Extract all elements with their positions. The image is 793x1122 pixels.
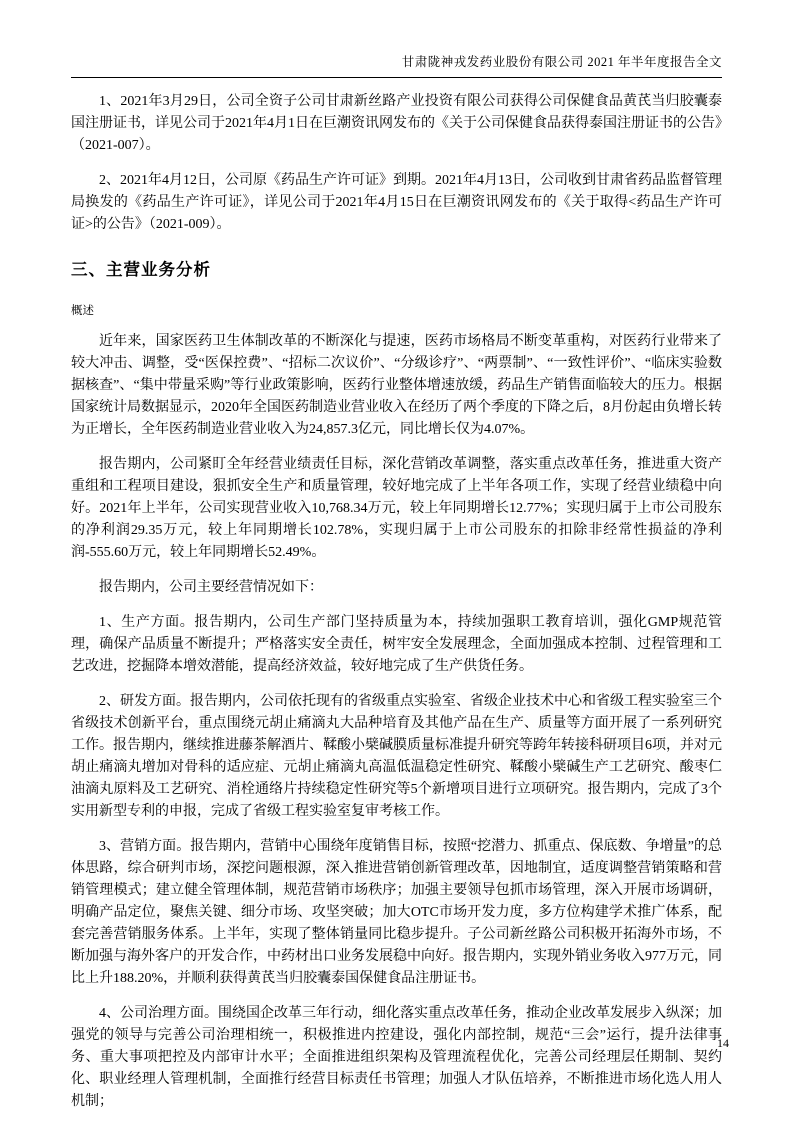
section-heading-main-business-analysis: 三、主营业务分析: [71, 261, 211, 279]
paragraph-production: 1、生产方面。报告期内，公司生产部门坚持质量为本，持续加强职工教育培训，强化GMP规范管理，确保产品质量不断提升；严格落实安全责任，树牢安全发展理念，全面加强成本控制、过程管理和工艺改进，挖掘降本增效潜能，提高经济效益，较好地完成了生产供货任务。: [71, 615, 722, 674]
overview-label: 概述: [71, 305, 94, 317]
paragraph-research: 2、研发方面。报告期内，公司依托现有的省级重点实验室、省级企业技术中心和省级工程实验室三个省级技术创新平台，重点围绕元胡止痛滴丸大品种培育及其他产品在生产、质量等方面开展了一系列研究工作。报告期内，继续推进藤茶解酒片、鞣酸小檗碱膜质量标准提升研究等跨年转接科研项目6项，并对元胡止痛滴丸增加对骨科的适应症、元胡止痛滴丸高温低温稳定性研究、鞣酸小檗碱生产工艺研究、酸枣仁油滴丸原料及工艺研究、消栓通络片持续稳定性研究等5个新增项目进行立项研究。报告期内，完成了3个实用新型专利的申报，完成了省级工程实验室复审考核工作。: [71, 694, 722, 819]
overview-paragraph-results: 报告期内，公司紧盯全年经营业绩责任目标，深化营销改革调整，落实重点改革任务，推进重大资产重组和工程项目建设，狠抓安全生产和质量管理，较好地完成了上半年各项工作，实现了经营业绩稳中向好。2021年上半年，公司实现营业收入10,768.34万元，较上年同期增长12.77%；实现归属于上市公司股东的净利润29.35万元，较上年同期增长102.78%，实现归属于上市公司股东的扣除非经常性损益的净利润-555.60万元，较上年同期增长52.49%。: [71, 457, 722, 560]
intro-paragraph-1: 1、2021年3月29日，公司全资子公司甘肃新丝路产业投资有限公司获得公司保健食品黄芪当归胶囊泰国注册证书，详见公司于2021年4月1日在巨潮资讯网发布的《关于公司保健食品获得泰国注册证书的公告》（2021-007）。: [71, 94, 722, 153]
page-number: 14: [717, 1036, 729, 1050]
report-body: [71, 91, 722, 1113]
report-header-title: 甘肃陇神戎发药业股份有限公司 2021 年半年度报告全文: [401, 55, 722, 69]
page-content: [71, 0, 722, 1113]
operations-intro-line: 报告期内，公司主要经营情况如下：: [99, 580, 323, 595]
header-divider: [71, 77, 722, 78]
page-header: [71, 0, 722, 78]
paragraph-governance: 4、公司治理方面。围绕国企改革三年行动，细化落实重点改革任务，推动企业改革发展步入纵深；加强党的领导与完善公司治理相统一，积极推进内控建设，强化内部控制，规范“三会”运行，提升法律事务、重大事项把控及内部审计水平；全面推进组织架构及管理流程优化，完善公司经理层任期制、契约化、职业经理人管理机制，全面推行经营目标责任书管理；加强人才队伍培养，不断推进市场化选人用人机制；: [71, 1006, 722, 1109]
overview-paragraph-industry: 近年来，国家医药卫生体制改革的不断深化与提速，医药市场格局不断变革重构，对医药行业带来了较大冲击、调整，受“医保控费”、“招标二次议价”、“分级诊疗”、“两票制”、“一致性评价”、“临床实验数据核查”、“集中带量采购”等行业政策影响，医药行业整体增速放缓，药品生产销售面临较大的压力。根据国家统计局数据显示，2020年全国医药制造业营业收入在经历了两个季度的下降之后，8月份起由负增长转为正增长，全年医药制造业营业收入为24,857.3亿元，同比增长仅为4.07%。: [71, 334, 722, 437]
intro-paragraph-2: 2、2021年4月12日，公司原《药品生产许可证》到期。2021年4月13日，公司收到甘肃省药品监督管理局换发的《药品生产许可证》，详见公司于2021年4月15日在巨潮资讯网发布的《关于取得<药品生产许可证>的公告》（2021-009）。: [71, 173, 722, 232]
paragraph-marketing: 3、营销方面。报告期内，营销中心围绕年度销售目标，按照“挖潜力、抓重点、保底数、争增量”的总体思路，综合研判市场，深挖问题根源，深入推进营销创新管理改革，因地制宜，适度调整营销策略和营销管理模式；建立健全管理体制，规范营销市场秩序；加强主要领导包抓市场管理，深入开展市场调研，明确产品定位，聚焦关键、细分市场、攻坚突破；加大OTC市场开发力度，多方位构建学术推广体系，配套完善营销服务体系。上半年，实现了整体销量同比稳步提升。子公司新丝路公司积极开拓海外市场，不断加强与海外客户的开发合作，中药材出口业务发展稳中向好。报告期内，实现外销业务收入977万元，同比上升188.20%，并顺利获得黄芪当归胶囊泰国保健食品注册证书。: [71, 839, 722, 986]
